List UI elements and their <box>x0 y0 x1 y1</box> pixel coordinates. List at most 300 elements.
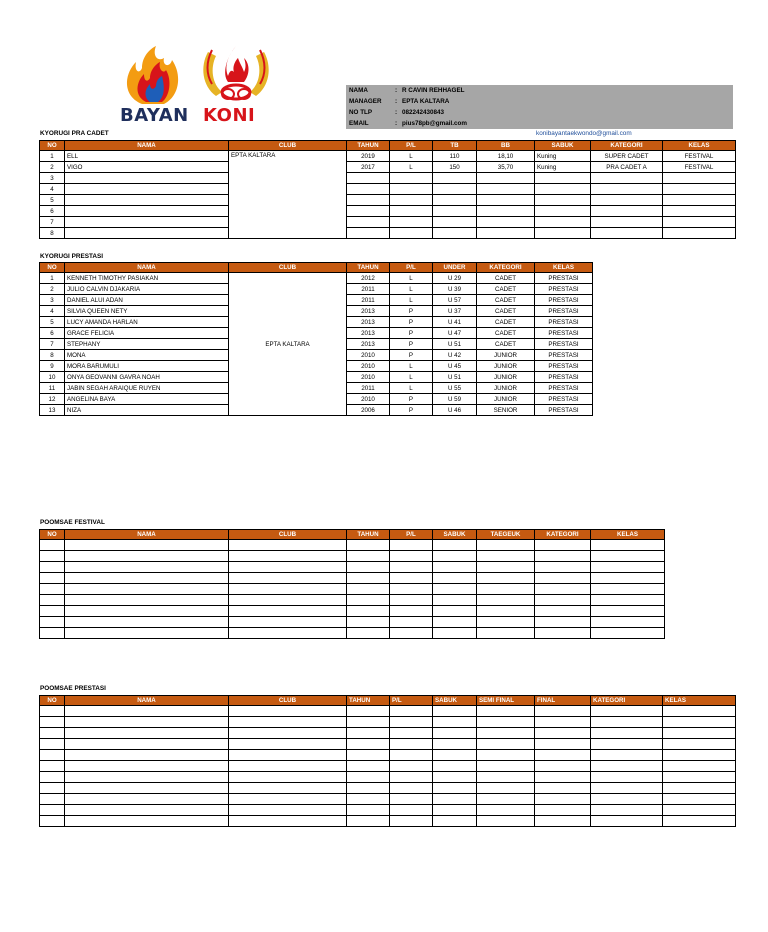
cell-pl: L <box>390 295 433 306</box>
table-row <box>40 584 665 595</box>
cell-tahun: 2011 <box>347 295 390 306</box>
table-cell <box>535 584 591 595</box>
table-cell <box>347 794 390 805</box>
col-header: CLUB <box>229 263 347 273</box>
col-header: CLUB <box>229 696 347 706</box>
table-cell <box>40 772 65 783</box>
info-label-email: EMAIL <box>349 120 369 127</box>
table-row <box>40 717 736 728</box>
cell-nama: KENNETH TIMOTHY PASIAKAN <box>65 273 229 284</box>
table-cell <box>229 739 347 750</box>
cell-tb <box>433 217 477 228</box>
cell-under: U 39 <box>433 284 477 295</box>
table-cell <box>591 551 665 562</box>
cell-no: 6 <box>40 328 65 339</box>
table-cell <box>477 717 535 728</box>
table-cell <box>65 728 229 739</box>
table-cell <box>477 706 535 717</box>
col-header: CLUB <box>229 141 347 151</box>
cell-kelas: PRESTASI <box>535 383 593 394</box>
cell-tb: 150 <box>433 162 477 173</box>
table-cell <box>433 573 477 584</box>
cell-pl: L <box>390 284 433 295</box>
table-cell <box>65 717 229 728</box>
cell-kategori <box>591 184 663 195</box>
table-row <box>40 739 736 750</box>
col-header: KATEGORI <box>591 141 663 151</box>
table-cell <box>663 706 736 717</box>
cell-kategori <box>591 173 663 184</box>
info-value-nama: R CAVIN REHHAGEL <box>402 87 465 94</box>
cell-tahun <box>347 206 390 217</box>
table-cell <box>390 805 433 816</box>
info-sep: : <box>395 120 398 127</box>
cell-nama: MORA BARUMULI <box>65 361 229 372</box>
col-header: KELAS <box>535 263 593 273</box>
cell-bb <box>477 228 535 239</box>
col-header: KELAS <box>663 141 736 151</box>
table-cell <box>591 728 663 739</box>
cell-kategori: CADET <box>477 328 535 339</box>
table-cell <box>477 794 535 805</box>
table-cell <box>65 761 229 772</box>
cell-nama: LUCY AMANDA HARLAN <box>65 317 229 328</box>
table-cell <box>535 750 591 761</box>
info-sep: : <box>395 109 398 116</box>
table-cell <box>535 794 591 805</box>
cell-tahun: 2006 <box>347 405 390 416</box>
col-header: P/L <box>390 141 433 151</box>
table-cell <box>663 739 736 750</box>
table-cell <box>65 706 229 717</box>
cell-no: 11 <box>40 383 65 394</box>
col-header: TAHUN <box>347 696 390 706</box>
table-cell <box>229 573 347 584</box>
bayan-text: BAYAN <box>120 105 189 126</box>
table-cell <box>477 584 535 595</box>
table-cell <box>591 761 663 772</box>
table-cell <box>663 728 736 739</box>
table-cell <box>229 628 347 639</box>
table-cell <box>65 772 229 783</box>
cell-club: EPTA KALTARA <box>229 151 347 239</box>
cell-tahun: 2013 <box>347 306 390 317</box>
cell-no: 8 <box>40 350 65 361</box>
cell-kelas: PRESTASI <box>535 361 593 372</box>
cell-tahun: 2010 <box>347 372 390 383</box>
cell-nama: JULIO CALVIN DJAKARIA <box>65 284 229 295</box>
table-row <box>40 217 736 228</box>
table-cell <box>390 783 433 794</box>
table-cell <box>40 584 65 595</box>
col-header: CLUB <box>229 530 347 540</box>
cell-pl: L <box>390 361 433 372</box>
table-cell <box>477 540 535 551</box>
table-cell <box>477 783 535 794</box>
cell-no: 9 <box>40 361 65 372</box>
cell-under: U 46 <box>433 405 477 416</box>
table-cell <box>591 606 665 617</box>
cell-tahun: 2011 <box>347 383 390 394</box>
cell-under: U 37 <box>433 306 477 317</box>
kyorugi-pra-cadet-table <box>39 140 736 239</box>
table-cell <box>433 706 477 717</box>
cell-sabuk: Kuning <box>535 162 591 173</box>
cell-kelas: PRESTASI <box>535 394 593 405</box>
col-header: UNDER <box>433 263 477 273</box>
cell-kategori: JUNIOR <box>477 372 535 383</box>
cell-sabuk <box>535 184 591 195</box>
cell-bb <box>477 173 535 184</box>
table-cell <box>229 805 347 816</box>
table-cell <box>591 739 663 750</box>
table-row <box>40 273 593 284</box>
table-cell <box>535 805 591 816</box>
table-cell <box>347 562 390 573</box>
cell-nama: ELL <box>65 151 229 162</box>
cell-kategori: CADET <box>477 273 535 284</box>
table-row <box>40 595 665 606</box>
table-cell <box>65 805 229 816</box>
table-cell <box>433 728 477 739</box>
cell-kelas: PRESTASI <box>535 317 593 328</box>
cell-under: U 55 <box>433 383 477 394</box>
table-cell <box>390 816 433 827</box>
table-cell <box>535 562 591 573</box>
cell-pl: L <box>390 383 433 394</box>
table-cell <box>591 540 665 551</box>
table-cell <box>663 772 736 783</box>
table-row <box>40 573 665 584</box>
cell-tahun: 2019 <box>347 151 390 162</box>
cell-tb <box>433 184 477 195</box>
table-cell <box>477 805 535 816</box>
cell-nama <box>65 173 229 184</box>
table-cell <box>535 717 591 728</box>
table-cell <box>347 617 390 628</box>
cell-kelas: PRESTASI <box>535 350 593 361</box>
cell-pl: P <box>390 317 433 328</box>
cell-kelas: PRESTASI <box>535 372 593 383</box>
cell-kategori: CADET <box>477 317 535 328</box>
table-cell <box>347 772 390 783</box>
table-row <box>40 772 736 783</box>
cell-tahun: 2010 <box>347 350 390 361</box>
table-cell <box>390 573 433 584</box>
info-label-nama: NAMA <box>349 87 368 94</box>
cell-no: 1 <box>40 151 65 162</box>
table-row <box>40 173 736 184</box>
cell-no: 6 <box>40 206 65 217</box>
col-header: SABUK <box>433 696 477 706</box>
table-cell <box>663 794 736 805</box>
table-cell <box>477 728 535 739</box>
cell-tb <box>433 228 477 239</box>
table-cell <box>229 595 347 606</box>
table-cell <box>347 584 390 595</box>
cell-kelas <box>663 195 736 206</box>
table-cell <box>591 584 665 595</box>
table-row <box>40 206 736 217</box>
table-cell <box>347 573 390 584</box>
cell-kelas: PRESTASI <box>535 405 593 416</box>
bayan-flame-logo-icon <box>118 44 196 106</box>
cell-kategori: CADET <box>477 306 535 317</box>
col-header: NO <box>40 530 65 540</box>
table-cell <box>229 750 347 761</box>
cell-kelas <box>663 184 736 195</box>
cell-pl: P <box>390 339 433 350</box>
table-cell <box>535 783 591 794</box>
table-cell <box>229 816 347 827</box>
email-link[interactable]: konibayantaekwondo@gmail.com <box>536 130 632 137</box>
col-header: NAMA <box>65 696 229 706</box>
table-cell <box>65 584 229 595</box>
cell-kategori: JUNIOR <box>477 383 535 394</box>
table-cell <box>65 783 229 794</box>
table-cell <box>390 551 433 562</box>
table-cell <box>663 816 736 827</box>
table-row <box>40 794 736 805</box>
cell-tahun <box>347 195 390 206</box>
cell-tahun: 2013 <box>347 317 390 328</box>
cell-sabuk: Kuning <box>535 151 591 162</box>
cell-tahun: 2017 <box>347 162 390 173</box>
cell-nama: STEPHANY <box>65 339 229 350</box>
cell-no: 2 <box>40 284 65 295</box>
table-cell <box>65 739 229 750</box>
table-cell <box>433 562 477 573</box>
table-row <box>40 816 736 827</box>
table-cell <box>591 794 663 805</box>
table-row <box>40 606 665 617</box>
table-cell <box>40 739 65 750</box>
table-cell <box>65 551 229 562</box>
col-header: BB <box>477 141 535 151</box>
cell-nama <box>65 184 229 195</box>
table-cell <box>390 728 433 739</box>
table-cell <box>347 628 390 639</box>
table-cell <box>347 540 390 551</box>
cell-pl: P <box>390 394 433 405</box>
cell-tahun: 2013 <box>347 328 390 339</box>
col-header: TAEGEUK <box>477 530 535 540</box>
cell-pl: L <box>390 162 433 173</box>
cell-kategori: PRA CADET A <box>591 162 663 173</box>
cell-pl: L <box>390 151 433 162</box>
table-cell <box>40 595 65 606</box>
table-cell <box>591 717 663 728</box>
cell-bb <box>477 206 535 217</box>
table-row <box>40 195 736 206</box>
cell-tb: 110 <box>433 151 477 162</box>
table-cell <box>535 728 591 739</box>
cell-under: U 47 <box>433 328 477 339</box>
table-cell <box>663 761 736 772</box>
table-cell <box>591 805 663 816</box>
table-cell <box>229 584 347 595</box>
table-cell <box>390 761 433 772</box>
table-row <box>40 628 665 639</box>
cell-no: 12 <box>40 394 65 405</box>
cell-nama <box>65 195 229 206</box>
table-cell <box>40 717 65 728</box>
col-header: TAHUN <box>347 141 390 151</box>
cell-kelas: PRESTASI <box>535 306 593 317</box>
cell-kelas <box>663 228 736 239</box>
cell-kategori <box>591 217 663 228</box>
cell-under: U 57 <box>433 295 477 306</box>
cell-no: 4 <box>40 184 65 195</box>
table-cell <box>433 606 477 617</box>
table-cell <box>591 750 663 761</box>
cell-nama: GRACE FELICIA <box>65 328 229 339</box>
col-header: NAMA <box>65 263 229 273</box>
table-cell <box>390 739 433 750</box>
table-cell <box>433 761 477 772</box>
table-cell <box>433 628 477 639</box>
table-cell <box>65 562 229 573</box>
table-header-row <box>40 263 593 273</box>
table-cell <box>40 706 65 717</box>
cell-no: 5 <box>40 317 65 328</box>
cell-tahun: 2013 <box>347 339 390 350</box>
section-title-kyorugi-pra-cadet: KYORUGI PRA CADET <box>40 130 109 137</box>
info-value-phone: 082242430843 <box>402 109 445 116</box>
cell-nama: NIZA <box>65 405 229 416</box>
table-cell <box>229 717 347 728</box>
table-row <box>40 551 665 562</box>
cell-bb: 18,10 <box>477 151 535 162</box>
table-cell <box>347 750 390 761</box>
table-cell <box>477 772 535 783</box>
table-cell <box>40 562 65 573</box>
cell-no: 5 <box>40 195 65 206</box>
table-cell <box>433 805 477 816</box>
cell-nama: DANIEL ALUI ADAN <box>65 295 229 306</box>
cell-tb <box>433 173 477 184</box>
table-row <box>40 617 665 628</box>
table-cell <box>229 761 347 772</box>
table-cell <box>347 739 390 750</box>
cell-kategori: JUNIOR <box>477 361 535 372</box>
cell-sabuk <box>535 217 591 228</box>
table-cell <box>229 540 347 551</box>
table-cell <box>535 606 591 617</box>
col-header: NO <box>40 141 65 151</box>
table-cell <box>477 761 535 772</box>
table-cell <box>65 617 229 628</box>
table-cell <box>477 573 535 584</box>
table-cell <box>433 584 477 595</box>
col-header: NAMA <box>65 530 229 540</box>
table-row <box>40 162 736 173</box>
col-header: NO <box>40 263 65 273</box>
table-cell <box>433 540 477 551</box>
table-cell <box>477 739 535 750</box>
cell-tb <box>433 206 477 217</box>
cell-pl: L <box>390 372 433 383</box>
table-cell <box>347 595 390 606</box>
table-cell <box>535 540 591 551</box>
table-cell <box>477 617 535 628</box>
cell-bb <box>477 184 535 195</box>
table-cell <box>229 551 347 562</box>
table-cell <box>535 816 591 827</box>
table-cell <box>433 783 477 794</box>
table-cell <box>477 816 535 827</box>
table-row <box>40 184 736 195</box>
cell-tahun: 2011 <box>347 284 390 295</box>
table-cell <box>40 551 65 562</box>
table-cell <box>347 783 390 794</box>
cell-nama: MONA <box>65 350 229 361</box>
cell-pl: L <box>390 273 433 284</box>
cell-kelas: PRESTASI <box>535 328 593 339</box>
cell-club: EPTA KALTARA <box>229 273 347 416</box>
table-cell <box>65 595 229 606</box>
info-value-email: pius78pb@gmail.com <box>402 120 467 127</box>
cell-kelas: FESTIVAL <box>663 151 736 162</box>
col-header: KATEGORI <box>591 696 663 706</box>
bayan-logo <box>118 44 196 128</box>
section-title-kyorugi-prestasi: KYORUGI PRESTASI <box>40 253 104 260</box>
table-cell <box>433 617 477 628</box>
cell-kelas: PRESTASI <box>535 284 593 295</box>
cell-tb <box>433 195 477 206</box>
table-cell <box>663 783 736 794</box>
info-label-manager: MANAGER <box>349 98 382 105</box>
cell-kelas <box>663 217 736 228</box>
info-label-phone: NO TLP <box>349 109 373 116</box>
table-cell <box>591 772 663 783</box>
table-cell <box>347 606 390 617</box>
table-cell <box>591 595 665 606</box>
cell-under: U 41 <box>433 317 477 328</box>
table-cell <box>535 573 591 584</box>
table-cell <box>663 805 736 816</box>
cell-pl <box>390 228 433 239</box>
table-cell <box>229 728 347 739</box>
table-cell <box>535 739 591 750</box>
cell-no: 1 <box>40 273 65 284</box>
table-cell <box>65 750 229 761</box>
table-cell <box>477 628 535 639</box>
cell-under: U 51 <box>433 372 477 383</box>
table-cell <box>40 617 65 628</box>
poomsae-festival-table <box>39 529 665 639</box>
table-cell <box>229 606 347 617</box>
col-header: P/L <box>390 696 433 706</box>
cell-no: 2 <box>40 162 65 173</box>
cell-sabuk <box>535 173 591 184</box>
cell-tahun <box>347 228 390 239</box>
table-cell <box>347 805 390 816</box>
table-cell <box>40 606 65 617</box>
table-row <box>40 562 665 573</box>
col-header: KATEGORI <box>535 530 591 540</box>
table-cell <box>347 816 390 827</box>
table-row <box>40 805 736 816</box>
table-header-row <box>40 141 736 151</box>
cell-bb <box>477 195 535 206</box>
table-cell <box>40 573 65 584</box>
table-cell <box>40 783 65 794</box>
table-cell <box>433 551 477 562</box>
table-cell <box>65 816 229 827</box>
cell-kategori: CADET <box>477 339 535 350</box>
table-cell <box>65 628 229 639</box>
